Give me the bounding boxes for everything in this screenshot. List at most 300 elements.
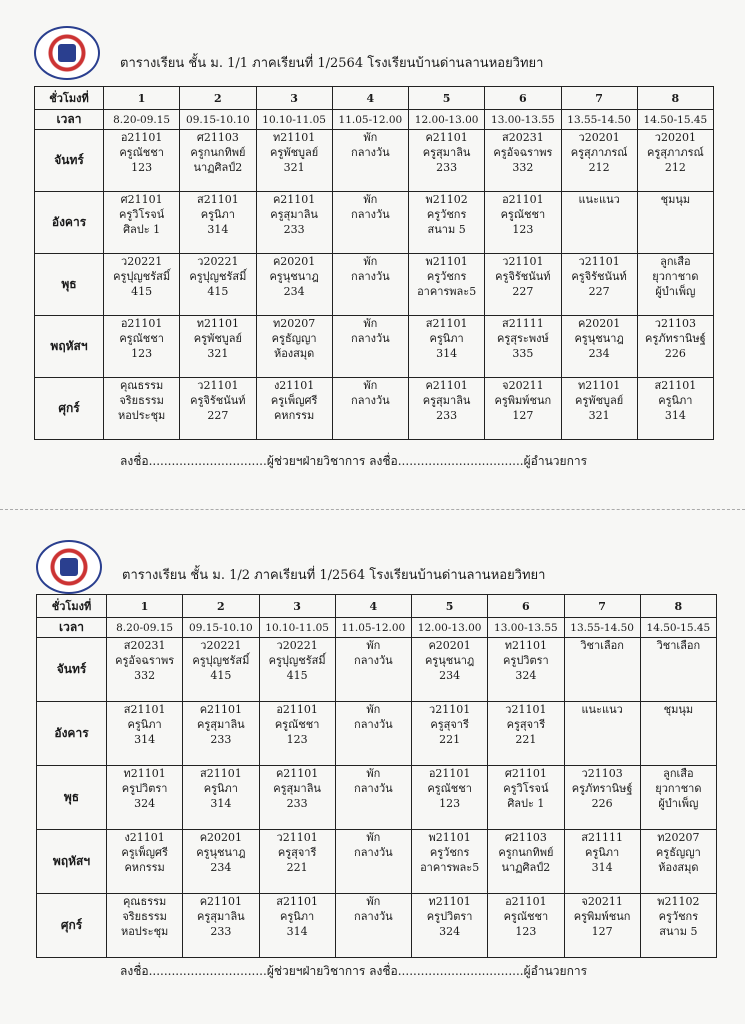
class-cell: [637, 192, 713, 254]
room: ศิลปะ 1: [123, 223, 161, 236]
class-cell: [183, 638, 259, 702]
page-divider: [0, 509, 745, 510]
class-cell: [332, 254, 408, 316]
subject-code: ศ21103: [196, 131, 239, 144]
day-row: [35, 254, 714, 316]
teacher-name: ครูปวิตรา: [121, 782, 168, 795]
class-cell: [637, 378, 713, 440]
subject-code: ว20201: [654, 131, 696, 144]
class-cell: [104, 192, 180, 254]
teacher-name: ครูวิโรจน์: [119, 208, 165, 221]
class-cell: [640, 830, 716, 894]
time-slot: 10.10-11.05: [256, 110, 332, 130]
subject-code: วิชาเลือก: [656, 639, 701, 652]
teacher-name: ครูพัชบูลย์: [193, 332, 242, 345]
teacher-name: ครูพัชบูลย์: [575, 394, 624, 407]
subject-code: พ21101: [425, 255, 468, 268]
class-cell: [640, 894, 716, 958]
subject-code: ส21101: [123, 703, 166, 716]
subject-code: ท21101: [273, 131, 316, 144]
subject-code: ท20207: [273, 317, 316, 330]
class-cell: [183, 830, 259, 894]
class-cell: [488, 638, 564, 702]
teacher-name: ครูสุมาลิน: [270, 208, 318, 221]
teacher-name: ครูวัชกร: [658, 910, 699, 923]
subject-code: ส20231: [123, 639, 166, 652]
teacher-name: ครูสุมาลิน: [422, 146, 471, 159]
room: 123: [515, 925, 537, 938]
teacher-name: ครูวัชกร: [426, 208, 467, 221]
class-cell: [332, 316, 408, 378]
class-cell: [183, 702, 259, 766]
teacher-name: ครูนิภา: [585, 846, 620, 859]
class-cell: [104, 254, 180, 316]
class-cell: [259, 830, 335, 894]
room: 123: [286, 733, 308, 746]
class-cell: [259, 702, 335, 766]
room: 123: [131, 347, 153, 360]
teacher-name: ครูภัทรานิษฐ์: [571, 782, 633, 795]
class-cell: [107, 638, 183, 702]
class-cell: [256, 254, 332, 316]
subject-code: ว21101: [429, 703, 471, 716]
subject-code: ชุมนุม: [660, 193, 691, 206]
class-cell: [561, 192, 637, 254]
room: 226: [591, 797, 613, 810]
subject-code: จ20211: [502, 379, 544, 392]
time-slot: 14.50-15.45: [637, 110, 713, 130]
subject-code: ว21101: [276, 831, 318, 844]
teacher-name: ครูสุจารี: [430, 718, 469, 731]
room: 212: [588, 161, 610, 174]
subject-code: ท21101: [578, 379, 621, 392]
room: 227: [512, 285, 534, 298]
class-cell: [412, 894, 488, 958]
room: 221: [439, 733, 461, 746]
room: 123: [512, 223, 534, 236]
day-row: [37, 638, 717, 702]
subject-code: ว20221: [200, 639, 242, 652]
teacher-name: ครูจิรัชนันท์: [190, 394, 246, 407]
class-cell: [561, 130, 637, 192]
day-label: อังคาร: [35, 192, 104, 254]
class-cell: [412, 638, 488, 702]
teacher-name: ครูนิภา: [429, 332, 464, 345]
teacher-name: ครูสุมาลิน: [422, 394, 471, 407]
teacher-name: กลางวัน: [354, 846, 393, 859]
class-cell: [335, 830, 411, 894]
period-number: 6: [488, 595, 564, 618]
room: 314: [664, 409, 686, 422]
period-number: 3: [259, 595, 335, 618]
room: 415: [131, 285, 153, 298]
teacher-name: จริยธรรม: [119, 394, 164, 407]
subject-code: ส21101: [200, 767, 242, 780]
period-header-row: [37, 595, 717, 618]
teacher-name: ครูธัญญา: [655, 846, 701, 859]
subject-code: ส21111: [581, 831, 623, 844]
class-cell: [564, 830, 640, 894]
subject-code: ค21101: [199, 895, 243, 908]
day-label: พุธ: [37, 766, 107, 830]
class-cell: [488, 702, 564, 766]
subject-code: ส21101: [197, 193, 239, 206]
room: คหกรรม: [273, 409, 315, 422]
day-row: [37, 830, 717, 894]
subject-code: ว21101: [578, 255, 620, 268]
room: 314: [436, 347, 458, 360]
class-cell: [488, 766, 564, 830]
room: 233: [436, 161, 458, 174]
teacher-name: ครูณัชชา: [500, 208, 546, 221]
teacher-name: ครูภัทรานิษฐ์: [645, 332, 706, 345]
room: 324: [439, 925, 461, 938]
time-label: เวลา: [35, 110, 104, 130]
class-cell: [409, 130, 485, 192]
teacher-name: กลางวัน: [351, 270, 390, 283]
subject-code: ว21101: [505, 703, 547, 716]
class-cell: [256, 130, 332, 192]
period-number: 7: [564, 595, 640, 618]
time-slot: 13.55-14.50: [561, 110, 637, 130]
time-slot: 09.15-10.10: [180, 110, 256, 130]
time-label: เวลา: [37, 618, 107, 638]
class-cell: [561, 316, 637, 378]
room: 234: [588, 347, 610, 360]
subject-code: ศ21103: [504, 831, 547, 844]
timetable-title: ตารางเรียน ชั้น ม. 1/1 ภาคเรียนที่ 1/2564 โรงเรียนบ้านด่านลานหอยวิทยา: [120, 56, 544, 71]
room: 321: [283, 161, 305, 174]
teacher-name: ครูสุมาลิน: [273, 782, 321, 795]
class-cell: [485, 130, 561, 192]
class-cell: [561, 378, 637, 440]
teacher-name: กลางวัน: [351, 394, 390, 407]
class-cell: [564, 638, 640, 702]
time-slot: 8.20-09.15: [107, 618, 183, 638]
subject-code: แนะแนว: [578, 193, 620, 206]
room: สนาม 5: [427, 223, 466, 236]
room: 321: [207, 347, 229, 360]
subject-code: ว20201: [578, 131, 620, 144]
subject-code: อ21101: [120, 131, 163, 144]
room: 212: [664, 161, 686, 174]
room: 415: [210, 669, 232, 682]
subject-code: อ21101: [120, 317, 163, 330]
subject-code: จ20211: [581, 895, 623, 908]
signature-line: ลงชื่อ...............................ผู้ช่วยฯฝ่ายวิชาการ ลงชื่อ.................................ผู้อำนวยการ: [120, 454, 588, 468]
teacher-name: ครูปวิตรา: [426, 910, 473, 923]
room: 324: [134, 797, 156, 810]
room: หอประชุม: [120, 925, 169, 938]
teacher-name: ครูนุชนาฎ: [574, 332, 624, 345]
class-cell: [485, 316, 561, 378]
room: 415: [207, 285, 229, 298]
teacher-name: ครูธัญญา: [271, 332, 317, 345]
period-number: 6: [485, 87, 561, 110]
subject-code: ส21111: [502, 317, 544, 330]
subject-code: ค21101: [199, 703, 243, 716]
subject-code: ชุมนุม: [663, 703, 694, 716]
teacher-name: ครูปุญชรัสมิ์: [113, 270, 171, 283]
time-slot: 13.00-13.55: [488, 618, 564, 638]
room: 123: [131, 161, 153, 174]
period-number: 4: [335, 595, 411, 618]
teacher-name: ครูสุมาลิน: [197, 910, 245, 923]
class-cell: [180, 192, 256, 254]
subject-code: พัก: [363, 255, 378, 268]
class-cell: [640, 702, 716, 766]
period-number: 8: [637, 87, 713, 110]
subject-code: อ21101: [502, 193, 544, 206]
room: 227: [207, 409, 229, 422]
day-row: [37, 766, 717, 830]
teacher-name: กลางวัน: [354, 910, 393, 923]
time-slot: 12.00-13.00: [412, 618, 488, 638]
room: 415: [286, 669, 308, 682]
class-cell: [335, 894, 411, 958]
room: 233: [210, 733, 232, 746]
period-number: 2: [183, 595, 259, 618]
period-number: 2: [180, 87, 256, 110]
class-cell: [335, 702, 411, 766]
class-cell: [256, 378, 332, 440]
subject-code: ค21101: [425, 379, 468, 392]
class-cell: [637, 316, 713, 378]
room: ศิลปะ 1: [507, 797, 545, 810]
class-cell: [107, 766, 183, 830]
room: 233: [210, 925, 232, 938]
teacher-name: ครูสุระพงษ์: [497, 332, 549, 345]
subject-code: พัก: [366, 703, 381, 716]
class-cell: [412, 830, 488, 894]
class-cell: [409, 254, 485, 316]
timetable-grid: [36, 594, 717, 958]
time-slot: 14.50-15.45: [640, 618, 716, 638]
class-cell: [488, 830, 564, 894]
period-header-label: ชั่วโมงที่: [37, 595, 107, 618]
class-cell: [259, 766, 335, 830]
teacher-name: ครูณัชชา: [274, 718, 320, 731]
period-number: 1: [104, 87, 180, 110]
time-slot: 8.20-09.15: [104, 110, 180, 130]
subject-code: ท20207: [657, 831, 700, 844]
room: 233: [286, 797, 308, 810]
class-cell: [409, 192, 485, 254]
room: ผู้บำเพ็ญ: [658, 797, 699, 810]
time-slot: 09.15-10.10: [183, 618, 259, 638]
room: 314: [210, 797, 232, 810]
class-cell: [564, 894, 640, 958]
class-cell: [640, 766, 716, 830]
teacher-name: ครูปุญชรัสมิ์: [268, 654, 326, 667]
period-number: 3: [256, 87, 332, 110]
room: ห้องสมุด: [273, 347, 315, 360]
time-slot: 11.05-12.00: [335, 618, 411, 638]
teacher-name: ครูกนกทิพย์: [498, 846, 554, 859]
time-row: [35, 110, 714, 130]
teacher-name: ครูสุมาลิน: [197, 718, 245, 731]
room: 221: [286, 861, 308, 874]
room: สนาม 5: [659, 925, 698, 938]
teacher-name: กลางวัน: [354, 718, 393, 731]
teacher-name: ครูจิรัชนันท์: [571, 270, 627, 283]
teacher-name: ครูนิภา: [200, 208, 235, 221]
teacher-name: ครูนิภา: [203, 782, 238, 795]
subject-code: พ21101: [428, 831, 471, 844]
class-cell: [332, 192, 408, 254]
time-slot: 10.10-11.05: [259, 618, 335, 638]
room: 332: [134, 669, 156, 682]
class-cell: [335, 766, 411, 830]
teacher-name: กลางวัน: [354, 654, 393, 667]
day-label: พุธ: [35, 254, 104, 316]
subject-code: อ21101: [505, 895, 547, 908]
class-cell: [104, 130, 180, 192]
subject-code: พัก: [366, 639, 381, 652]
room: 221: [515, 733, 537, 746]
period-number: 1: [107, 595, 183, 618]
subject-code: คุณธรรม: [122, 895, 167, 908]
class-cell: [107, 702, 183, 766]
room: คหกรรม: [124, 861, 165, 874]
subject-code: อ21101: [276, 703, 318, 716]
teacher-name: ครูนิภา: [658, 394, 693, 407]
subject-code: พัก: [366, 767, 381, 780]
subject-code: ศ21101: [504, 767, 547, 780]
teacher-name: กลางวัน: [351, 332, 390, 345]
room: 127: [591, 925, 613, 938]
day-label: พฤหัสฯ: [37, 830, 107, 894]
class-cell: [259, 638, 335, 702]
teacher-name: ครูนิภา: [280, 910, 315, 923]
subject-code: พัก: [363, 131, 378, 144]
room: ห้องสมุด: [658, 861, 699, 874]
room: 234: [283, 285, 305, 298]
subject-code: ว21103: [654, 317, 696, 330]
room: 226: [664, 347, 686, 360]
class-cell: [409, 378, 485, 440]
class-cell: [485, 378, 561, 440]
class-cell: [485, 192, 561, 254]
subject-code: พ21102: [425, 193, 468, 206]
teacher-name: ครูนิภา: [127, 718, 162, 731]
day-row: [37, 894, 717, 958]
subject-code: ว21101: [197, 379, 239, 392]
teacher-name: ครูปวิตรา: [503, 654, 549, 667]
subject-code: ท21101: [504, 639, 547, 652]
signature-line: ลงชื่อ...............................ผู้ช่วยฯฝ่ายวิชาการ ลงชื่อ.................................ผู้อำนวยการ: [120, 964, 588, 978]
subject-code: ส21101: [654, 379, 697, 392]
time-slot: 11.05-12.00: [332, 110, 408, 130]
teacher-name: ครูเพ็ญศรี: [270, 394, 318, 407]
period-header-row: [35, 87, 714, 110]
period-header-label: ชั่วโมงที่: [35, 87, 104, 110]
time-slot: 12.00-13.00: [409, 110, 485, 130]
day-label: ศุกร์: [35, 378, 104, 440]
subject-code: ท21101: [123, 767, 166, 780]
subject-code: พัก: [363, 379, 378, 392]
class-cell: [335, 638, 411, 702]
teacher-name: ครูสุภาภรณ์: [570, 146, 628, 159]
class-cell: [640, 638, 716, 702]
subject-code: อ21101: [428, 767, 471, 780]
class-cell: [183, 894, 259, 958]
subject-code: พัก: [366, 831, 381, 844]
class-cell: [564, 766, 640, 830]
class-cell: [104, 378, 180, 440]
room: 127: [512, 409, 534, 422]
teacher-name: ครูปุญชรัสมิ์: [192, 654, 250, 667]
day-label: อังคาร: [37, 702, 107, 766]
subject-code: ว20221: [276, 639, 318, 652]
time-row: [37, 618, 717, 638]
teacher-name: ครูพิมพ์ชนก: [494, 394, 552, 407]
room: 233: [283, 223, 305, 236]
timetable-grid: [34, 86, 714, 440]
teacher-name: ครูวัชกร: [429, 846, 470, 859]
class-cell: [183, 766, 259, 830]
subject-code: คุณธรรม: [119, 379, 164, 392]
school-logo: [36, 540, 102, 594]
timetable-title: ตารางเรียน ชั้น ม. 1/2 ภาคเรียนที่ 1/2564 โรงเรียนบ้านด่านลานหอยวิทยา: [122, 568, 546, 583]
teacher-name: ครูอัจฉราพร: [493, 146, 553, 159]
teacher-name: ครูจิรัชนันท์: [495, 270, 551, 283]
class-cell: [561, 254, 637, 316]
teacher-name: ครูสุภาภรณ์: [646, 146, 704, 159]
subject-code: ค20201: [428, 639, 471, 652]
room: อาคารพละ5: [420, 861, 480, 874]
room: นาฏศิลป์2: [501, 861, 551, 874]
class-cell: [180, 254, 256, 316]
class-cell: [637, 130, 713, 192]
subject-code: วิชาเลือก: [580, 639, 624, 652]
subject-code: ว20221: [197, 255, 239, 268]
subject-code: ค21101: [425, 131, 468, 144]
subject-code: ส20231: [502, 131, 544, 144]
teacher-name: ยุวกาชาด: [652, 270, 699, 283]
teacher-name: ครูณัชชา: [119, 332, 164, 345]
teacher-name: ครูสุจารี: [277, 846, 317, 859]
subject-code: ศ21101: [120, 193, 163, 206]
class-cell: [180, 316, 256, 378]
period-number: 4: [332, 87, 408, 110]
period-number: 7: [561, 87, 637, 110]
day-row: [35, 130, 714, 192]
time-slot: 13.00-13.55: [485, 110, 561, 130]
teacher-name: ครูณัชชา: [427, 782, 472, 795]
subject-code: ลูกเสือ: [663, 767, 694, 780]
teacher-name: ครูพิมพ์ชนก: [573, 910, 631, 923]
class-cell: [637, 254, 713, 316]
teacher-name: ครูวัชกร: [426, 270, 467, 283]
class-cell: [107, 830, 183, 894]
class-cell: [412, 702, 488, 766]
subject-code: พ21102: [657, 895, 700, 908]
subject-code: พัก: [363, 193, 378, 206]
subject-code: ท21101: [196, 317, 239, 330]
teacher-name: ครูพัชบูลย์: [270, 146, 319, 159]
room: หอประชุม: [117, 409, 166, 422]
teacher-name: ครูวิโรจน์: [503, 782, 549, 795]
subject-code: ค20201: [272, 255, 316, 268]
room: 324: [515, 669, 537, 682]
period-number: 5: [412, 595, 488, 618]
subject-code: พัก: [366, 895, 381, 908]
class-cell: [107, 894, 183, 958]
subject-code: ว21101: [502, 255, 544, 268]
teacher-name: ครูกนกทิพย์: [190, 146, 246, 159]
room: อาคารพละ5: [417, 285, 477, 298]
